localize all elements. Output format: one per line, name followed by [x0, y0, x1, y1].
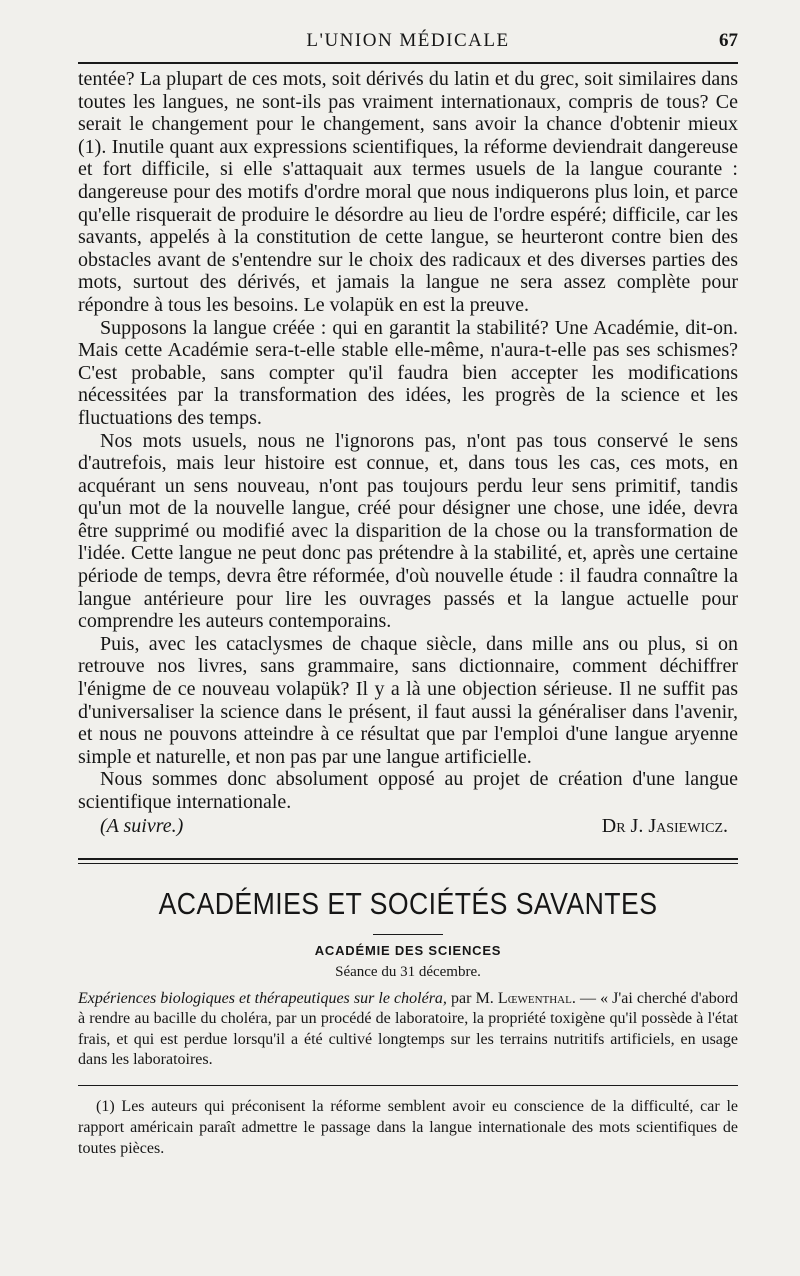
report-presenter: Lœwenthal.	[497, 989, 576, 1007]
article-paragraph: Nous sommes donc absolument opposé au projet de création d'une langue scientifique internationale.	[78, 768, 738, 813]
to-be-continued: (A suivre.)	[100, 814, 184, 837]
session-date: Séance du 31 décembre.	[335, 963, 481, 980]
running-title: L'UNION MÉDICALE	[306, 30, 510, 51]
article-body	[78, 68, 738, 840]
footnote: (1) Les auteurs qui préconisent la réforme semblent avoir eu conscience de la difficulté, car le rapport américain paraît admettre le passage dans la langue internationale des mots scientifiques de toutes pièces.	[78, 1097, 738, 1157]
signature-line	[78, 814, 738, 840]
article-paragraph: Supposons la langue créée : qui en garantit la stabilité? Une Académie, dit-on. Mais cette Académie sera-t-elle stable elle-même, n'aura-t-elle pas ses schismes? C'est probable, sans compter qu'il faudra bien accepter les modifications nécessitées par la transformation des idées, les progrès de la science et les fluctuations des temps.	[78, 316, 738, 429]
article-paragraph: Puis, avec les cataclysmes de chaque siècle, dans mille ans ou plus, si on retrouve nos livres, sans grammaire, sans dictionnaire, comment déchiffrer l'énigme de ce nouveau volapük? Il y a là une objection sérieuse. Il ne suffit pas d'universaliser la science dans le présent, il faut aussi la généraliser dans l'avenir, et nous ne pouvons atteindre à ce résultat que par l'emploi d'une langue aryenne simple et naturelle, et non pas par une langue artificielle.	[78, 632, 738, 768]
page-number: 67	[719, 30, 738, 51]
article-paragraph: tentée? La plupart de ces mots, soit dérivés du latin et du grec, soit similaires dans toutes les langues, ne sont-ils pas vraiment internationaux, compris de tous? Ce serait le changement pour le changement, sans avoir la chance d'obtenir mieux (1). Inutile quant aux expressions scientifiques, la réforme deviendrait dangereuse et fort difficile, si elle s'attaquait aux termes usuels de la langue courante : dangereuse pour des motifs d'ordre moral que nous indiquerons plus loin, et parce qu'elle risquerait de produire le désordre au lieu de l'ordre espéré; difficile, car les savants, appelés à la constitution de cette langue, se heurteront contre bien des obstacles avant de s'entendre sur le choix des radicaux et des diverses parties des mots, surtout des dérivés, et jamais la langue ne sera assez complète pour répondre à tous les besoins. Le volapük en est la preuve.	[78, 68, 738, 316]
header-rule	[78, 62, 738, 64]
article-author: Dr J. Jasiewicz.	[601, 814, 728, 837]
running-head	[78, 0, 738, 62]
article-paragraph: Nos mots usuels, nous ne l'ignorons pas, n'ont pas tous conservé le sens d'autrefois, mais leur histoire est connue, et, dans tous les cas, ces mots, en acquérant un sens nouveau, n'ont pas toujours perdu leur sens primitif, tandis qu'un mot de la nouvelle langue, créé pour désigner une chose, une idée, devra être supprimé ou modifié avec la disparition de la chose ou la transformation de l'idée. Cette langue ne peut donc pas prétendre à la stabilité, et, après une certaine période de temps, devra être réformée, d'où nouvelle étude : il faudra connaître la langue antérieure pour lire les ouvrages passés et la langue actuelle pour comprendre les auteurs contemporains.	[78, 429, 738, 633]
report-by: par M.	[451, 989, 494, 1007]
report-text: — « J'ai cherché d'abord à rendre au bacille du choléra, par un procédé de laboratoire, la propriété toxigène qu'il possède à l'état frais, et qui est perdue lorsqu'il a été cultivé longtemps sur les terrains nutritifs artificiels, en usage dans les laboratoires.	[78, 989, 739, 1069]
footnote-rule	[78, 1085, 738, 1086]
title-rule	[373, 934, 443, 935]
section-divider	[78, 858, 738, 864]
subsection-title: ACADÉMIE DES SCIENCES	[314, 942, 502, 958]
section-title: ACADÉMIES ET SOCIÉTÉS SAVANTES	[158, 885, 658, 921]
report-paragraph	[78, 989, 738, 1071]
report-title: Expériences biologiques et thérapeutiques sur le choléra,	[78, 989, 447, 1007]
